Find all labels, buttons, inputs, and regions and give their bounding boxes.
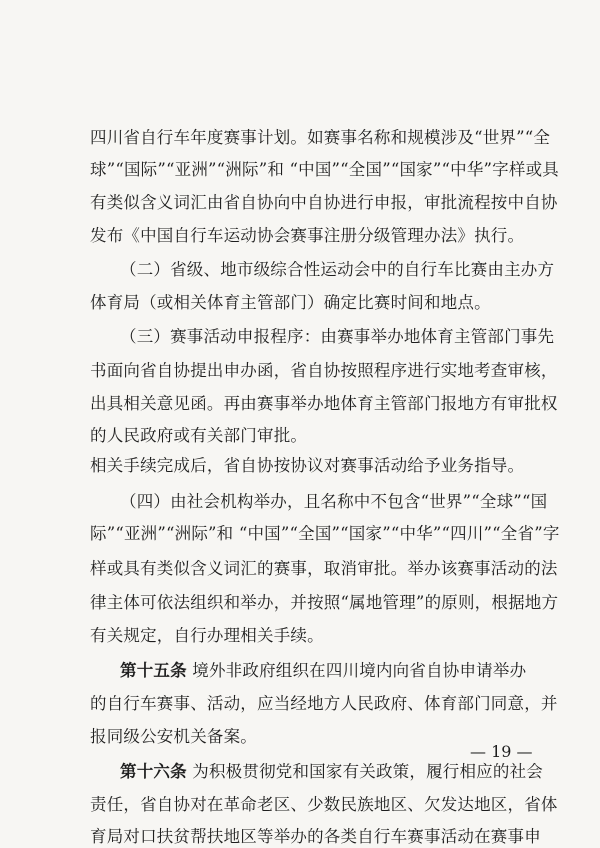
article-15-heading: 第十五条: [120, 661, 187, 680]
section-4-line-4: 律主体可依法组织和举办，并按照“属地管理”的原则，根据地方: [90, 593, 559, 612]
text-line-1: 四川省自行车年度赛事计划。如赛事名称和规模涉及“世界”“全: [90, 128, 551, 147]
article-15-line-3: 报同级公安机关备案。: [90, 727, 257, 746]
article-16-heading: 第十六条: [120, 762, 187, 781]
section-3-line-1: （三）赛事活动申报程序：由赛事举办地体育主管部门事先: [120, 327, 555, 346]
article-16-text: 为积极贯彻党和国家有关政策，履行相应的社会: [192, 762, 543, 781]
section-3-line-3: 出具相关意见函。再由赛事举办地体育主管部门报地方有审批权: [90, 394, 558, 413]
section-4-line-2: 际”“亚洲”“洲际”和 “中国”“全国”“国家”“中华”“四川”“全省”字: [90, 524, 560, 543]
section-4-line-3: 样或具有类似含义词汇的赛事，取消审批。举办该赛事活动的法: [90, 559, 558, 578]
text-line-2: 球”“国际”“亚洲”“洲际”和 “中国”“全国”“国家”“中华”字样或具: [90, 160, 559, 179]
article-15-text: 境外非政府组织在四川境内向省自协申请举办: [192, 661, 527, 680]
article-16-line-3: 育局对口扶贫帮扶地区等举办的各类自行车赛事活动在赛事申: [90, 827, 541, 846]
text-line-3: 有类似含义词汇由省自协向中自协进行申报，审批流程按中自协: [90, 193, 558, 212]
article-16-line-2: 责任，省自协对在革命老区、少数民族地区、欠发达地区，省体: [90, 795, 558, 814]
section-3-line-4: 的人民政府或有关部门审批。: [90, 426, 308, 445]
section-3-line-5: 相关手续完成后，省自协按协议对赛事活动给予业务指导。: [90, 456, 525, 475]
article-15-line-1: [120, 661, 527, 681]
section-3-line-2: 书面向省自协提出申办函，省自协按照程序进行实地考查审核，: [90, 361, 558, 380]
text-line-4: 发布《中国自行车运动协会赛事注册分级管理办法》执行。: [90, 226, 525, 245]
page-number: — 19 —: [470, 742, 533, 761]
section-2-line-1: （二）省级、地市级综合性运动会中的自行车比赛由主办方: [120, 260, 555, 279]
section-4-line-1: （四）由社会机构举办，且名称中不包含“世界”“全球”“国: [120, 492, 548, 511]
article-15-line-2: 的自行车赛事、活动，应当经地方人民政府、体育部门同意，并: [90, 694, 558, 713]
section-4-line-5: 有关规定，自行办理相关手续。: [90, 626, 324, 645]
article-16-line-1: [120, 762, 543, 782]
section-2-line-2: 体育局（或相关体育主管部门）确定比赛时间和地点。: [90, 293, 491, 312]
